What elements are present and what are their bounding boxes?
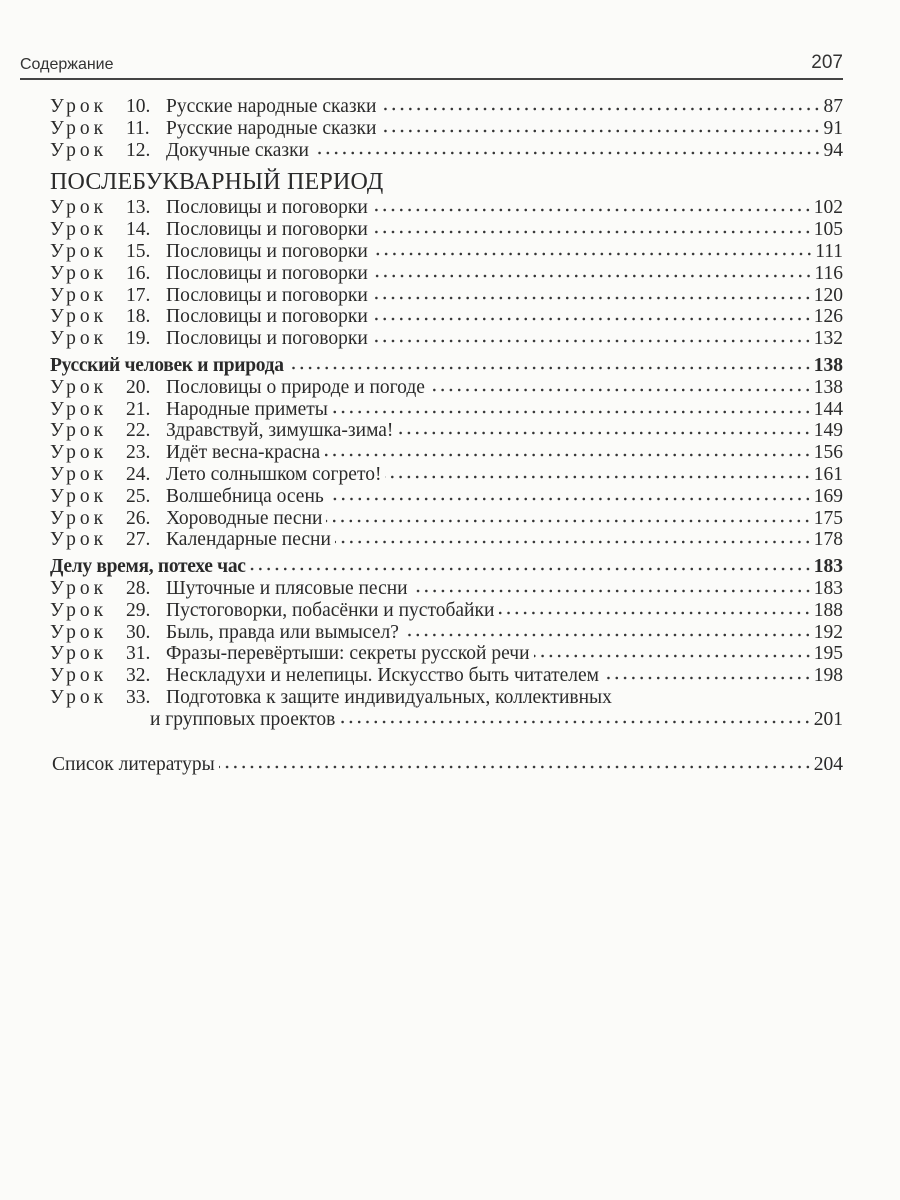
toc-lesson-entry: [50, 399, 843, 421]
lesson-number: 13.: [126, 197, 151, 219]
page-ref: 105: [813, 219, 843, 241]
lesson-number: 20.: [126, 376, 151, 398]
lesson-label: Урок: [50, 284, 108, 306]
dot-leader: [372, 208, 812, 212]
toc-lesson-entry: [50, 464, 843, 486]
toc-lesson-entry: [50, 600, 843, 622]
lesson-number: 27.: [126, 529, 151, 551]
toc-lesson-entry: [50, 306, 843, 328]
lesson-number: 25.: [126, 485, 151, 507]
lesson-title: Пословицы и поговорки: [166, 197, 368, 219]
lesson-label: Урок: [50, 529, 108, 551]
running-header: [20, 52, 843, 80]
page-ref: 183: [813, 577, 843, 599]
lesson-title: Пустоговорки, побасёнки и пустобайки: [166, 599, 495, 621]
lesson-number: 12.: [126, 139, 151, 161]
toc-lesson-entry: [50, 508, 843, 530]
lesson-title: Хороводные песни: [166, 507, 323, 529]
page-number: 207: [811, 52, 843, 73]
toc-references-entry: [50, 754, 843, 776]
lesson-title: Пословицы и поговорки: [166, 306, 368, 328]
toc-lesson-entry: [50, 665, 843, 687]
lesson-label: Урок: [50, 485, 108, 507]
dot-leader: [385, 475, 811, 479]
lesson-label: Урок: [50, 328, 108, 350]
page-ref: 183: [813, 556, 843, 578]
lesson-label: Урок: [50, 197, 108, 219]
section-title: Делу время, потехе час: [50, 556, 246, 578]
dot-leader: [313, 151, 822, 155]
lesson-title: Фразы-перевёртыши: секреты русской речи: [166, 643, 530, 665]
page-ref: 132: [813, 328, 843, 350]
toc-lesson-entry: [50, 241, 843, 263]
lesson-label: Урок: [50, 577, 108, 599]
dot-leader: [603, 676, 812, 680]
lesson-label: Урок: [50, 139, 108, 161]
page-ref: 91: [823, 117, 843, 139]
toc-lesson-entry: [50, 420, 843, 442]
table-of-contents: [50, 96, 843, 775]
lesson-title: Пословицы и поговорки: [166, 328, 368, 350]
lesson-number: 14.: [126, 219, 151, 241]
page-ref: 204: [813, 753, 843, 775]
page-ref: 94: [823, 139, 843, 161]
dot-leader: [429, 388, 812, 392]
dot-leader: [380, 107, 821, 111]
dot-leader: [403, 633, 812, 637]
lesson-title: Русские народные сказки: [166, 117, 377, 139]
lesson-title: Русские народные сказки: [166, 96, 377, 117]
lesson-number: 18.: [126, 306, 151, 328]
lesson-title: Идёт весна-красна: [166, 442, 321, 464]
toc-lesson-entry: [50, 529, 843, 551]
page-ref: 144: [813, 398, 843, 420]
lesson-label: Урок: [50, 463, 108, 485]
lesson-number: 22.: [126, 420, 151, 442]
lesson-label: Урок: [50, 240, 108, 262]
toc-lesson-entry: [50, 140, 843, 162]
dot-leader: [288, 366, 812, 370]
lesson-title: Быль, правда или вымысел?: [166, 621, 399, 643]
lesson-label: Урок: [50, 420, 108, 442]
lesson-title: Пословицы и поговорки: [166, 262, 368, 284]
lesson-title: Календарные песни: [166, 529, 331, 551]
lesson-number: 21.: [126, 398, 151, 420]
page-ref: 198: [813, 665, 843, 687]
page-ref: 138: [813, 354, 843, 376]
lesson-label: Урок: [50, 219, 108, 241]
toc-lesson-entry: [50, 197, 843, 219]
toc-lesson-entry: [50, 622, 843, 644]
lesson-title: Народные приметы: [166, 398, 328, 420]
lesson-label: Урок: [50, 621, 108, 643]
lesson-number: 30.: [126, 621, 151, 643]
lesson-label: Урок: [50, 117, 108, 139]
references-title: Список литературы: [52, 753, 215, 775]
lesson-title: Здравствуй, зимушка-зима!: [166, 420, 394, 442]
lesson-number: 28.: [126, 577, 151, 599]
lesson-number: 31.: [126, 643, 151, 665]
lesson-label: Урок: [50, 643, 108, 665]
lesson-label: Урок: [50, 376, 108, 398]
lesson-label: Урок: [50, 96, 108, 117]
lesson-title: Лето солнышком согрето!: [166, 463, 382, 485]
page-ref: 161: [813, 463, 843, 485]
toc-lesson-entry: [50, 377, 843, 399]
lesson-title: Докучные сказки: [166, 139, 309, 161]
dot-leader: [372, 339, 812, 343]
lesson-label: Урок: [50, 442, 108, 464]
page-ref: 111: [815, 240, 843, 262]
section-title: Русский человек и природа: [50, 354, 284, 376]
dot-leader: [412, 589, 812, 593]
lesson-title: Пословицы о природе и погоде: [166, 376, 425, 398]
lesson-number: 11.: [126, 117, 150, 139]
lesson-number: 10.: [126, 96, 151, 117]
lesson-label: Урок: [50, 665, 108, 687]
page-ref: 188: [813, 599, 843, 621]
lesson-title: Подготовка к защите индивидуальных, коллективных: [166, 686, 612, 708]
dot-leader: [397, 431, 811, 435]
lesson-number: 33.: [126, 686, 151, 708]
toc-section-entry: [50, 355, 843, 377]
dot-leader: [328, 497, 812, 501]
lesson-label: Урок: [50, 507, 108, 529]
toc-lesson-entry-continuation: [50, 709, 843, 731]
toc-lesson-entry: [50, 687, 843, 709]
dot-leader: [326, 519, 811, 523]
lesson-title: Пословицы и поговорки: [166, 284, 368, 306]
dot-leader: [372, 317, 812, 321]
page-ref: 178: [813, 529, 843, 551]
lesson-label: Урок: [50, 599, 108, 621]
lesson-number: 19.: [126, 328, 151, 350]
toc-section-entry: [50, 556, 843, 578]
page-ref: 116: [814, 262, 843, 284]
toc-lesson-entry: [50, 263, 843, 285]
page-ref: 102: [813, 197, 843, 219]
toc-lesson-entry: [50, 643, 843, 665]
dot-leader: [372, 296, 812, 300]
page-ref: 201: [813, 708, 843, 730]
toc-lesson-entry: [50, 328, 843, 350]
page-ref: 149: [813, 420, 843, 442]
lesson-label: Урок: [50, 306, 108, 328]
lesson-number: 16.: [126, 262, 151, 284]
dot-leader: [339, 720, 811, 724]
dot-leader: [332, 410, 812, 414]
dot-leader: [250, 567, 812, 571]
dot-leader: [372, 230, 812, 234]
dot-leader: [372, 274, 813, 278]
toc-lesson-entry: [50, 285, 843, 307]
lesson-title: Пословицы и поговорки: [166, 240, 368, 262]
lesson-title-continued: и групповых проектов: [150, 708, 336, 730]
lesson-number: 26.: [126, 507, 151, 529]
lesson-number: 29.: [126, 599, 151, 621]
part-title: ПОСЛЕБУКВАРНЫЙ ПЕРИОД: [50, 169, 384, 196]
lesson-number: 32.: [126, 665, 151, 687]
page-ref: 156: [813, 442, 843, 464]
dot-leader: [372, 252, 813, 256]
running-header-title: Содержание: [20, 56, 114, 73]
page-ref: 175: [813, 507, 843, 529]
part-heading: [50, 167, 843, 197]
page-ref: 87: [823, 96, 843, 117]
page-ref: 138: [813, 376, 843, 398]
toc-lesson-entry: [50, 118, 843, 140]
lesson-title: Нескладухи и нелепицы. Искусство быть читателем: [166, 665, 599, 687]
lesson-number: 15.: [126, 240, 151, 262]
lesson-label: Урок: [50, 262, 108, 284]
dot-leader: [219, 765, 812, 769]
dot-leader: [380, 129, 821, 133]
lesson-label: Урок: [50, 686, 108, 708]
dot-leader: [498, 611, 811, 615]
page-ref: 120: [813, 284, 843, 306]
lesson-number: 23.: [126, 442, 151, 464]
toc-lesson-entry: [50, 96, 843, 118]
dot-leader: [324, 453, 812, 457]
page-ref: 169: [813, 485, 843, 507]
dot-leader: [534, 654, 812, 658]
toc-lesson-entry: [50, 442, 843, 464]
lesson-number: 17.: [126, 284, 151, 306]
lesson-number: 24.: [126, 463, 151, 485]
lesson-label: Урок: [50, 398, 108, 420]
lesson-title: Шуточные и плясовые песни: [166, 577, 408, 599]
toc-lesson-entry: [50, 219, 843, 241]
page-ref: 126: [813, 306, 843, 328]
lesson-title: Волшебница осень: [166, 485, 324, 507]
toc-lesson-entry: [50, 578, 843, 600]
page-ref: 192: [813, 621, 843, 643]
toc-lesson-entry: [50, 486, 843, 508]
lesson-title: Пословицы и поговорки: [166, 219, 368, 241]
page-ref: 195: [813, 643, 843, 665]
dot-leader: [335, 540, 812, 544]
